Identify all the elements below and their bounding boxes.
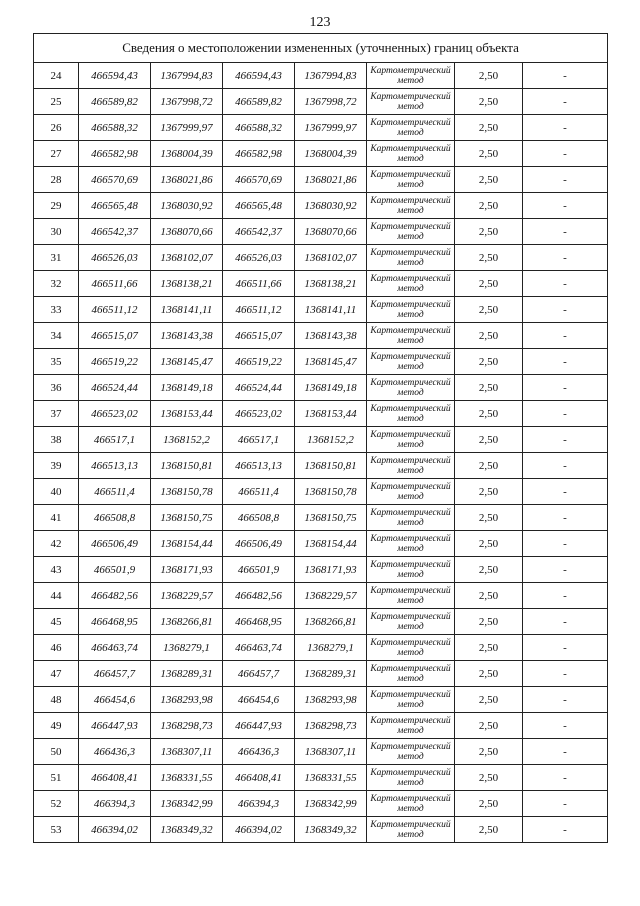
cell-method: Картометрический метод bbox=[367, 583, 455, 609]
cell-x-new: 466517,1 bbox=[223, 427, 295, 453]
cell-point-number: 44 bbox=[34, 583, 79, 609]
cell-x-new: 466508,8 bbox=[223, 505, 295, 531]
cell-y-new: 1368171,93 bbox=[295, 557, 367, 583]
cell-y-existing: 1368150,78 bbox=[151, 479, 223, 505]
cell-method: Картометрический метод bbox=[367, 375, 455, 401]
table-row bbox=[34, 791, 608, 817]
cell-x-new: 466394,3 bbox=[223, 791, 295, 817]
cell-x-new: 466523,02 bbox=[223, 401, 295, 427]
cell-method: Картометрический метод bbox=[367, 89, 455, 115]
cell-x-new: 466482,56 bbox=[223, 583, 295, 609]
cell-note: - bbox=[523, 609, 608, 635]
cell-y-existing: 1368138,21 bbox=[151, 271, 223, 297]
cell-accuracy: 2,50 bbox=[455, 115, 523, 141]
cell-y-existing: 1368021,86 bbox=[151, 167, 223, 193]
cell-method: Картометрический метод bbox=[367, 765, 455, 791]
cell-point-number: 34 bbox=[34, 323, 79, 349]
cell-note: - bbox=[523, 557, 608, 583]
cell-note: - bbox=[523, 349, 608, 375]
cell-x-existing: 466463,74 bbox=[79, 635, 151, 661]
cell-x-existing: 466394,02 bbox=[79, 817, 151, 843]
cell-method: Картометрический метод bbox=[367, 427, 455, 453]
cell-y-new: 1368070,66 bbox=[295, 219, 367, 245]
cell-x-new: 466408,41 bbox=[223, 765, 295, 791]
cell-accuracy: 2,50 bbox=[455, 583, 523, 609]
cell-note: - bbox=[523, 297, 608, 323]
cell-x-new: 466526,03 bbox=[223, 245, 295, 271]
cell-accuracy: 2,50 bbox=[455, 271, 523, 297]
cell-y-new: 1368229,57 bbox=[295, 583, 367, 609]
cell-y-existing: 1368349,32 bbox=[151, 817, 223, 843]
cell-accuracy: 2,50 bbox=[455, 765, 523, 791]
cell-note: - bbox=[523, 401, 608, 427]
cell-method: Картометрический метод bbox=[367, 739, 455, 765]
cell-accuracy: 2,50 bbox=[455, 635, 523, 661]
cell-note: - bbox=[523, 739, 608, 765]
cell-note: - bbox=[523, 713, 608, 739]
cell-accuracy: 2,50 bbox=[455, 427, 523, 453]
cell-x-existing: 466524,44 bbox=[79, 375, 151, 401]
cell-method: Картометрический метод bbox=[367, 401, 455, 427]
cell-accuracy: 2,50 bbox=[455, 375, 523, 401]
cell-y-new: 1368298,73 bbox=[295, 713, 367, 739]
table-row bbox=[34, 89, 608, 115]
cell-accuracy: 2,50 bbox=[455, 713, 523, 739]
table-row bbox=[34, 583, 608, 609]
cell-x-existing: 466519,22 bbox=[79, 349, 151, 375]
cell-method: Картометрический метод bbox=[367, 193, 455, 219]
boundary-table bbox=[33, 33, 608, 843]
cell-note: - bbox=[523, 193, 608, 219]
cell-note: - bbox=[523, 141, 608, 167]
table-row bbox=[34, 609, 608, 635]
cell-point-number: 24 bbox=[34, 63, 79, 89]
table-row bbox=[34, 219, 608, 245]
table-row bbox=[34, 245, 608, 271]
cell-x-existing: 466457,7 bbox=[79, 661, 151, 687]
table-row bbox=[34, 193, 608, 219]
cell-x-new: 466511,66 bbox=[223, 271, 295, 297]
cell-accuracy: 2,50 bbox=[455, 401, 523, 427]
cell-method: Картометрический метод bbox=[367, 661, 455, 687]
cell-point-number: 29 bbox=[34, 193, 79, 219]
cell-note: - bbox=[523, 791, 608, 817]
cell-x-existing: 466513,13 bbox=[79, 453, 151, 479]
cell-point-number: 28 bbox=[34, 167, 79, 193]
cell-accuracy: 2,50 bbox=[455, 557, 523, 583]
cell-x-new: 466394,02 bbox=[223, 817, 295, 843]
cell-x-existing: 466582,98 bbox=[79, 141, 151, 167]
cell-method: Картометрический метод bbox=[367, 635, 455, 661]
cell-point-number: 37 bbox=[34, 401, 79, 427]
table-row bbox=[34, 271, 608, 297]
cell-y-new: 1368266,81 bbox=[295, 609, 367, 635]
cell-y-new: 1367999,97 bbox=[295, 115, 367, 141]
cell-x-existing: 466517,1 bbox=[79, 427, 151, 453]
cell-point-number: 43 bbox=[34, 557, 79, 583]
cell-x-new: 466594,43 bbox=[223, 63, 295, 89]
cell-method: Картометрический метод bbox=[367, 557, 455, 583]
table-row bbox=[34, 739, 608, 765]
cell-x-new: 466515,07 bbox=[223, 323, 295, 349]
cell-y-existing: 1368279,1 bbox=[151, 635, 223, 661]
cell-point-number: 45 bbox=[34, 609, 79, 635]
cell-x-new: 466519,22 bbox=[223, 349, 295, 375]
cell-y-existing: 1368266,81 bbox=[151, 609, 223, 635]
cell-method: Картометрический метод bbox=[367, 271, 455, 297]
cell-x-existing: 466565,48 bbox=[79, 193, 151, 219]
cell-x-new: 466582,98 bbox=[223, 141, 295, 167]
cell-x-existing: 466394,3 bbox=[79, 791, 151, 817]
cell-point-number: 38 bbox=[34, 427, 79, 453]
cell-accuracy: 2,50 bbox=[455, 791, 523, 817]
cell-note: - bbox=[523, 89, 608, 115]
cell-y-existing: 1368293,98 bbox=[151, 687, 223, 713]
cell-method: Картометрический метод bbox=[367, 687, 455, 713]
table-row bbox=[34, 635, 608, 661]
cell-method: Картометрический метод bbox=[367, 479, 455, 505]
cell-x-existing: 466511,4 bbox=[79, 479, 151, 505]
cell-point-number: 48 bbox=[34, 687, 79, 713]
cell-accuracy: 2,50 bbox=[455, 219, 523, 245]
cell-point-number: 51 bbox=[34, 765, 79, 791]
table-row bbox=[34, 713, 608, 739]
cell-note: - bbox=[523, 323, 608, 349]
cell-x-existing: 466594,43 bbox=[79, 63, 151, 89]
cell-method: Картометрический метод bbox=[367, 609, 455, 635]
cell-point-number: 39 bbox=[34, 453, 79, 479]
cell-y-existing: 1368153,44 bbox=[151, 401, 223, 427]
cell-y-new: 1368154,44 bbox=[295, 531, 367, 557]
cell-y-new: 1368030,92 bbox=[295, 193, 367, 219]
cell-y-new: 1368349,32 bbox=[295, 817, 367, 843]
cell-note: - bbox=[523, 765, 608, 791]
table-row bbox=[34, 531, 608, 557]
cell-y-existing: 1367998,72 bbox=[151, 89, 223, 115]
cell-point-number: 30 bbox=[34, 219, 79, 245]
cell-method: Картометрический метод bbox=[367, 141, 455, 167]
cell-note: - bbox=[523, 115, 608, 141]
cell-accuracy: 2,50 bbox=[455, 739, 523, 765]
cell-point-number: 26 bbox=[34, 115, 79, 141]
cell-y-new: 1368307,11 bbox=[295, 739, 367, 765]
cell-y-new: 1368138,21 bbox=[295, 271, 367, 297]
cell-y-existing: 1368307,11 bbox=[151, 739, 223, 765]
cell-x-new: 466436,3 bbox=[223, 739, 295, 765]
cell-method: Картометрический метод bbox=[367, 115, 455, 141]
cell-y-existing: 1368152,2 bbox=[151, 427, 223, 453]
cell-method: Картометрический метод bbox=[367, 505, 455, 531]
cell-x-existing: 466588,32 bbox=[79, 115, 151, 141]
table-row bbox=[34, 141, 608, 167]
cell-x-existing: 466515,07 bbox=[79, 323, 151, 349]
cell-note: - bbox=[523, 661, 608, 687]
table-row bbox=[34, 557, 608, 583]
cell-x-new: 466570,69 bbox=[223, 167, 295, 193]
cell-y-existing: 1368150,81 bbox=[151, 453, 223, 479]
cell-note: - bbox=[523, 271, 608, 297]
cell-y-new: 1368342,99 bbox=[295, 791, 367, 817]
cell-point-number: 42 bbox=[34, 531, 79, 557]
cell-accuracy: 2,50 bbox=[455, 479, 523, 505]
cell-accuracy: 2,50 bbox=[455, 141, 523, 167]
cell-x-new: 466511,12 bbox=[223, 297, 295, 323]
table-caption: Сведения о местоположении измененных (уточненных) границ объекта bbox=[34, 34, 608, 63]
cell-x-new: 466463,74 bbox=[223, 635, 295, 661]
cell-point-number: 32 bbox=[34, 271, 79, 297]
cell-accuracy: 2,50 bbox=[455, 63, 523, 89]
cell-x-existing: 466482,56 bbox=[79, 583, 151, 609]
cell-x-existing: 466523,02 bbox=[79, 401, 151, 427]
table-row bbox=[34, 349, 608, 375]
cell-note: - bbox=[523, 219, 608, 245]
cell-y-new: 1368152,2 bbox=[295, 427, 367, 453]
cell-note: - bbox=[523, 167, 608, 193]
cell-method: Картометрический метод bbox=[367, 167, 455, 193]
cell-point-number: 25 bbox=[34, 89, 79, 115]
cell-note: - bbox=[523, 453, 608, 479]
table-row bbox=[34, 817, 608, 843]
cell-accuracy: 2,50 bbox=[455, 323, 523, 349]
cell-point-number: 35 bbox=[34, 349, 79, 375]
cell-point-number: 41 bbox=[34, 505, 79, 531]
cell-y-existing: 1368154,44 bbox=[151, 531, 223, 557]
table-row bbox=[34, 505, 608, 531]
cell-note: - bbox=[523, 479, 608, 505]
cell-y-new: 1368150,75 bbox=[295, 505, 367, 531]
cell-point-number: 47 bbox=[34, 661, 79, 687]
cell-y-new: 1368141,11 bbox=[295, 297, 367, 323]
table-row bbox=[34, 401, 608, 427]
cell-y-new: 1368153,44 bbox=[295, 401, 367, 427]
cell-point-number: 33 bbox=[34, 297, 79, 323]
cell-y-new: 1368149,18 bbox=[295, 375, 367, 401]
cell-note: - bbox=[523, 635, 608, 661]
cell-accuracy: 2,50 bbox=[455, 89, 523, 115]
table-row bbox=[34, 167, 608, 193]
table-row bbox=[34, 375, 608, 401]
cell-accuracy: 2,50 bbox=[455, 453, 523, 479]
cell-accuracy: 2,50 bbox=[455, 245, 523, 271]
cell-y-new: 1367998,72 bbox=[295, 89, 367, 115]
cell-method: Картометрический метод bbox=[367, 245, 455, 271]
table-row bbox=[34, 765, 608, 791]
cell-y-existing: 1367994,83 bbox=[151, 63, 223, 89]
cell-x-new: 466454,6 bbox=[223, 687, 295, 713]
cell-point-number: 36 bbox=[34, 375, 79, 401]
cell-x-existing: 466589,82 bbox=[79, 89, 151, 115]
cell-method: Картометрический метод bbox=[367, 531, 455, 557]
cell-method: Картометрический метод bbox=[367, 323, 455, 349]
cell-y-new: 1367994,83 bbox=[295, 63, 367, 89]
cell-y-existing: 1367999,97 bbox=[151, 115, 223, 141]
cell-point-number: 31 bbox=[34, 245, 79, 271]
cell-note: - bbox=[523, 375, 608, 401]
cell-x-new: 466506,49 bbox=[223, 531, 295, 557]
cell-method: Картометрический метод bbox=[367, 791, 455, 817]
table-caption-row bbox=[34, 34, 608, 63]
cell-point-number: 49 bbox=[34, 713, 79, 739]
cell-point-number: 50 bbox=[34, 739, 79, 765]
cell-point-number: 52 bbox=[34, 791, 79, 817]
cell-accuracy: 2,50 bbox=[455, 349, 523, 375]
cell-y-new: 1368150,81 bbox=[295, 453, 367, 479]
cell-x-new: 466589,82 bbox=[223, 89, 295, 115]
table-row bbox=[34, 115, 608, 141]
cell-method: Картометрический метод bbox=[367, 219, 455, 245]
cell-y-new: 1368279,1 bbox=[295, 635, 367, 661]
cell-x-existing: 466570,69 bbox=[79, 167, 151, 193]
cell-accuracy: 2,50 bbox=[455, 167, 523, 193]
cell-x-new: 466542,37 bbox=[223, 219, 295, 245]
table-row bbox=[34, 63, 608, 89]
cell-note: - bbox=[523, 817, 608, 843]
table-row bbox=[34, 323, 608, 349]
cell-y-existing: 1368004,39 bbox=[151, 141, 223, 167]
cell-y-existing: 1368149,18 bbox=[151, 375, 223, 401]
cell-y-existing: 1368342,99 bbox=[151, 791, 223, 817]
cell-x-new: 466457,7 bbox=[223, 661, 295, 687]
cell-accuracy: 2,50 bbox=[455, 687, 523, 713]
cell-y-new: 1368289,31 bbox=[295, 661, 367, 687]
cell-point-number: 46 bbox=[34, 635, 79, 661]
table-row bbox=[34, 479, 608, 505]
cell-method: Картометрический метод bbox=[367, 817, 455, 843]
cell-method: Картометрический метод bbox=[367, 63, 455, 89]
cell-y-new: 1368143,38 bbox=[295, 323, 367, 349]
cell-x-new: 466501,9 bbox=[223, 557, 295, 583]
cell-accuracy: 2,50 bbox=[455, 505, 523, 531]
cell-y-existing: 1368298,73 bbox=[151, 713, 223, 739]
cell-x-existing: 466511,12 bbox=[79, 297, 151, 323]
cell-method: Картометрический метод bbox=[367, 453, 455, 479]
table-row bbox=[34, 297, 608, 323]
cell-x-new: 466565,48 bbox=[223, 193, 295, 219]
cell-accuracy: 2,50 bbox=[455, 609, 523, 635]
cell-x-existing: 466468,95 bbox=[79, 609, 151, 635]
cell-accuracy: 2,50 bbox=[455, 817, 523, 843]
cell-note: - bbox=[523, 427, 608, 453]
cell-y-new: 1368331,55 bbox=[295, 765, 367, 791]
cell-accuracy: 2,50 bbox=[455, 297, 523, 323]
cell-method: Картометрический метод bbox=[367, 713, 455, 739]
cell-x-existing: 466501,9 bbox=[79, 557, 151, 583]
cell-x-new: 466447,93 bbox=[223, 713, 295, 739]
cell-point-number: 53 bbox=[34, 817, 79, 843]
table-row bbox=[34, 661, 608, 687]
cell-y-existing: 1368143,38 bbox=[151, 323, 223, 349]
cell-y-new: 1368150,78 bbox=[295, 479, 367, 505]
cell-x-new: 466588,32 bbox=[223, 115, 295, 141]
cell-note: - bbox=[523, 505, 608, 531]
cell-x-new: 466513,13 bbox=[223, 453, 295, 479]
cell-x-existing: 466436,3 bbox=[79, 739, 151, 765]
cell-y-existing: 1368070,66 bbox=[151, 219, 223, 245]
cell-y-new: 1368102,07 bbox=[295, 245, 367, 271]
cell-accuracy: 2,50 bbox=[455, 531, 523, 557]
cell-x-existing: 466408,41 bbox=[79, 765, 151, 791]
cell-y-existing: 1368331,55 bbox=[151, 765, 223, 791]
cell-point-number: 40 bbox=[34, 479, 79, 505]
cell-x-existing: 466506,49 bbox=[79, 531, 151, 557]
cell-y-new: 1368145,47 bbox=[295, 349, 367, 375]
cell-y-existing: 1368171,93 bbox=[151, 557, 223, 583]
page-number: 123 bbox=[309, 15, 331, 30]
cell-x-existing: 466508,8 bbox=[79, 505, 151, 531]
cell-x-existing: 466447,93 bbox=[79, 713, 151, 739]
table-row bbox=[34, 687, 608, 713]
cell-method: Картометрический метод bbox=[367, 349, 455, 375]
cell-x-new: 466468,95 bbox=[223, 609, 295, 635]
cell-y-existing: 1368030,92 bbox=[151, 193, 223, 219]
cell-y-new: 1368004,39 bbox=[295, 141, 367, 167]
cell-accuracy: 2,50 bbox=[455, 193, 523, 219]
cell-y-existing: 1368229,57 bbox=[151, 583, 223, 609]
cell-x-new: 466511,4 bbox=[223, 479, 295, 505]
cell-method: Картометрический метод bbox=[367, 297, 455, 323]
cell-y-new: 1368293,98 bbox=[295, 687, 367, 713]
cell-note: - bbox=[523, 583, 608, 609]
cell-x-existing: 466526,03 bbox=[79, 245, 151, 271]
cell-x-new: 466524,44 bbox=[223, 375, 295, 401]
cell-x-existing: 466511,66 bbox=[79, 271, 151, 297]
cell-point-number: 27 bbox=[34, 141, 79, 167]
cell-accuracy: 2,50 bbox=[455, 661, 523, 687]
cell-note: - bbox=[523, 63, 608, 89]
cell-y-existing: 1368289,31 bbox=[151, 661, 223, 687]
table-row bbox=[34, 453, 608, 479]
cell-note: - bbox=[523, 531, 608, 557]
cell-y-existing: 1368150,75 bbox=[151, 505, 223, 531]
cell-y-existing: 1368145,47 bbox=[151, 349, 223, 375]
cell-x-existing: 466454,6 bbox=[79, 687, 151, 713]
cell-y-existing: 1368102,07 bbox=[151, 245, 223, 271]
cell-note: - bbox=[523, 245, 608, 271]
cell-y-existing: 1368141,11 bbox=[151, 297, 223, 323]
cell-x-existing: 466542,37 bbox=[79, 219, 151, 245]
table-row bbox=[34, 427, 608, 453]
cell-note: - bbox=[523, 687, 608, 713]
cell-y-new: 1368021,86 bbox=[295, 167, 367, 193]
